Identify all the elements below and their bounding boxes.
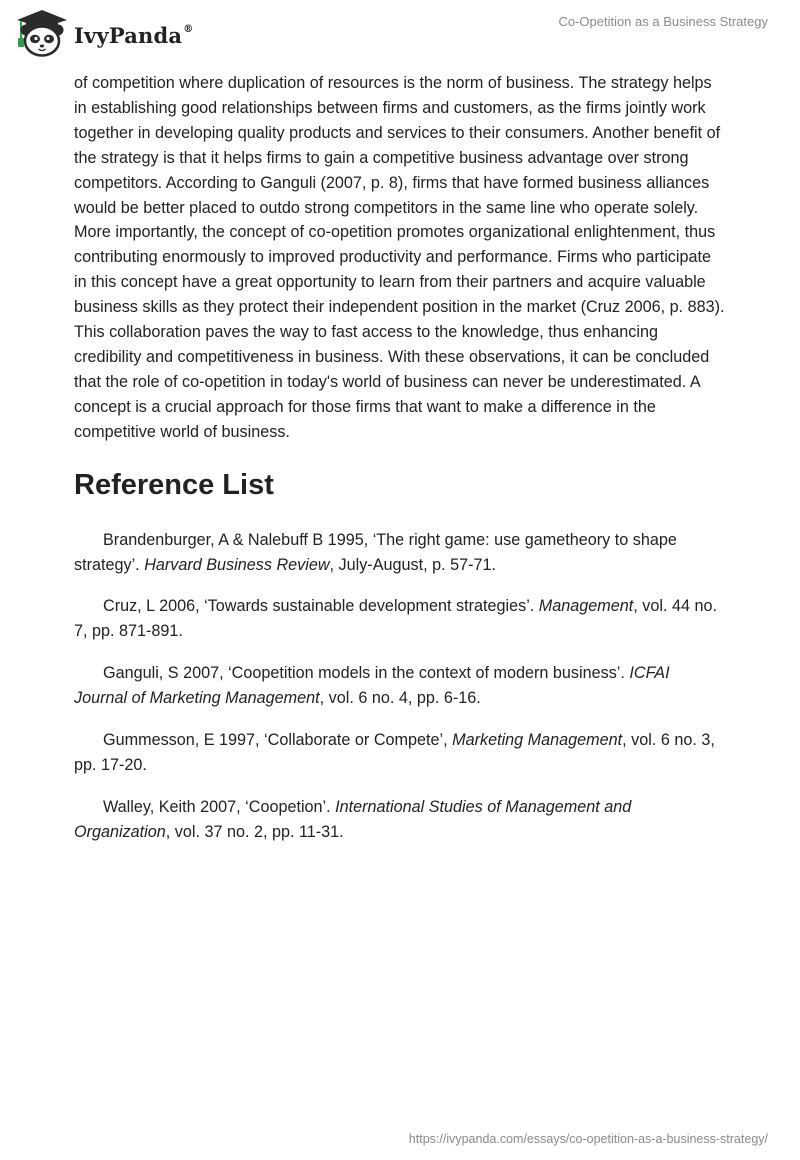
footer-url[interactable]: https://ivypanda.com/essays/co-opetition-as-a-business-strategy/: [408, 1132, 768, 1146]
brand-logo[interactable]: [14, 8, 193, 58]
reference-list-heading: Reference List: [74, 468, 274, 501]
reference-item: Gummesson, E 1997, ‘Collaborate or Compete’, Marketing Management, vol. 6 no. 3, pp. 17-20.: [74, 731, 715, 774]
registered-mark: ®: [183, 23, 194, 35]
reference-list: [74, 528, 726, 845]
panda-graduate-icon: [14, 8, 70, 58]
document-title: Co-Opetition as a Business Strategy: [558, 14, 768, 29]
reference-item: Ganguli, S 2007, ‘Coopetition models in the context of modern business’. ICFAI Journal of Marketing Management, vol. 6 no. 4, pp. 6-16.: [74, 664, 670, 708]
page-header: [0, 0, 800, 64]
reference-item: Walley, Keith 2007, ‘Coopetion’. International Studies of Management and Organization, vol. 37 no. 2, pp. 11-31.: [74, 797, 632, 841]
body-paragraph: of competition where duplication of resources is the norm of business. The strategy helps in establishing good relationships between firms and customers, as the firms jointly work together in developing quality products and services to their consumers. Another benefit of the strategy is that it helps firms to gain a competitive business advantage over strong competitors. According to Ganguli (2007, p. 8), firms that have formed business alliances would be better placed to outdo strong competitors in the same line who operate solely. More importantly, the concept of co-opetition promotes organizational enlightenment, thus contributing enormously to improved productivity and performance. Firms who participate in this concept have a great opportunity to learn from their partners and acquire valuable business skills as they protect their independent position in the market (Cruz 2006, p. 883). This collaboration paves the way to fast access to the knowledge, thus enhancing credibility and competitiveness in business. With these observations, it can be concluded that the role of co-opetition in today's world of business can never be underestimated. A concept is a crucial approach for those firms that want to make a difference in the competitive world of business.: [74, 74, 725, 441]
essay-content: [74, 71, 726, 862]
brand-name: IvyPanda®: [74, 22, 194, 48]
reference-item: Brandenburger, A & Nalebuff B 1995, ‘The right game: use gametheory to shape strategy’. Harvard Business Review, July-August, p. 57-71.: [74, 530, 677, 574]
reference-item: Cruz, L 2006, ‘Towards sustainable development strategies’. Management, vol. 44 no. 7, pp. 871-891.: [74, 597, 717, 641]
